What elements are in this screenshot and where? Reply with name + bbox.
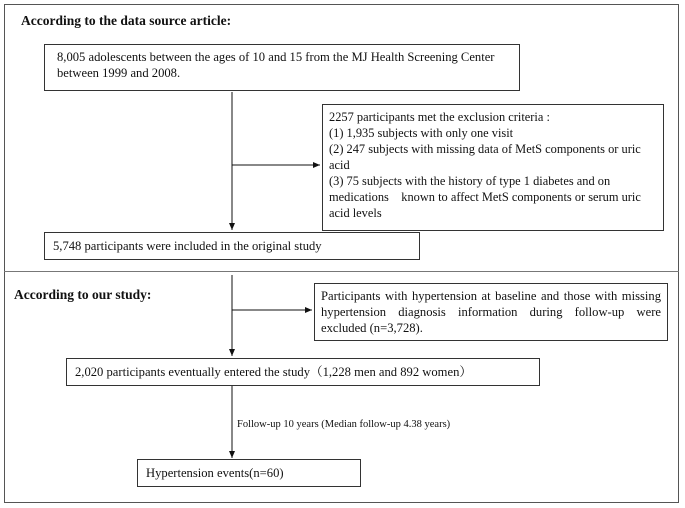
exclusion-line-3: (3) 75 subjects with the history of type 1 diabetes and on medications known to affect MetS components or serum uric acid levels: [329, 174, 644, 220]
exclusion-criteria-box: [322, 104, 664, 231]
initial-cohort-text: 8,005 adolescents between the ages of 10 and 15 from the MJ Health Screening Center between 1999 and 2008.: [57, 50, 495, 80]
entered-study-text: 2,020 participants eventually entered the study（1,228 men and 892 women）: [75, 365, 472, 379]
exclusion-text-2: Participants with hypertension at baseline and those with missing hypertension diagnosis information during follow-up were excluded (n=3,728).: [321, 289, 661, 335]
exclusion-box-2: [314, 283, 668, 341]
section2-heading: According to our study:: [14, 287, 152, 302]
exclusion-line-1: (1) 1,935 subjects with only one visit: [329, 126, 514, 140]
original-study-box: [44, 232, 420, 260]
section1-heading: According to the data source article:: [21, 13, 232, 28]
exclusion-line-2: (2) 247 subjects with missing data of MetS components or uric acid: [329, 142, 641, 172]
hypertension-events-box: [137, 459, 361, 487]
entered-study-box: [66, 358, 540, 386]
initial-cohort-box: [44, 44, 520, 91]
hypertension-events-text: Hypertension events(n=60): [146, 466, 284, 480]
exclusion-line-0: 2257 participants met the exclusion criteria :: [329, 110, 550, 124]
followup-label: Follow-up 10 years (Median follow-up 4.38 years): [237, 419, 451, 430]
original-study-text: 5,748 participants were included in the original study: [53, 239, 322, 253]
